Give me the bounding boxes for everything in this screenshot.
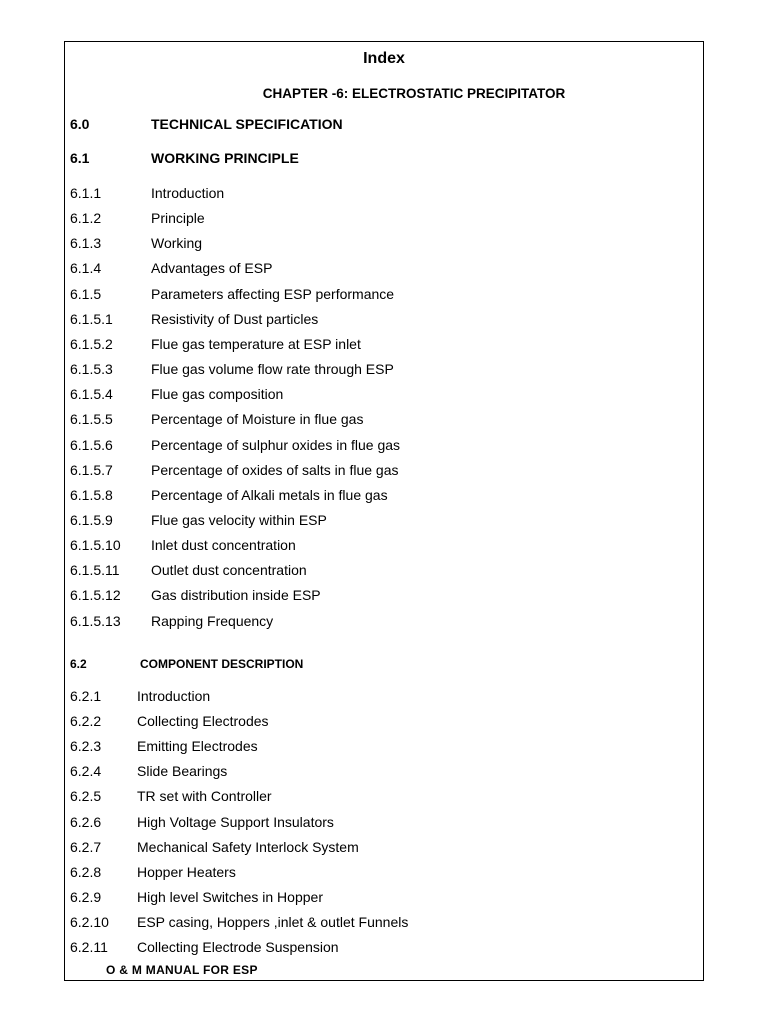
toc-entry-title: Introduction bbox=[137, 688, 211, 704]
toc-entry-title: Slide Bearings bbox=[137, 763, 228, 780]
section-title: WORKING PRINCIPLE bbox=[151, 150, 299, 166]
toc-entry-number: 6.2.6 bbox=[70, 813, 102, 830]
section-number: 6.0 bbox=[70, 116, 90, 132]
toc-entry-title: Parameters affecting ESP performance bbox=[151, 285, 395, 302]
chapter-heading: CHAPTER -6: ELECTROSTATIC PRECIPITATOR bbox=[262, 86, 566, 101]
toc-entry-number: 6.1.5 bbox=[70, 285, 102, 302]
toc-entry-number: 6.1.5.10 bbox=[70, 537, 121, 554]
toc-entry-number: 6.1.5.13 bbox=[70, 612, 121, 629]
toc-entry-number: 6.1.5.6 bbox=[70, 436, 113, 453]
toc-entry-number: 6.2.3 bbox=[70, 738, 102, 755]
section-title: COMPONENT DESCRIPTION bbox=[140, 657, 304, 671]
toc-entry-number: 6.2.8 bbox=[70, 863, 102, 880]
toc-entry-title: Hopper Heaters bbox=[137, 863, 236, 880]
toc-entry-number: 6.1.1 bbox=[70, 185, 102, 201]
toc-entry-title: Advantages of ESP bbox=[151, 260, 273, 277]
toc-entry-number: 6.2.11 bbox=[70, 939, 108, 955]
toc-entry-number: 6.1.5.1 bbox=[70, 310, 113, 327]
toc-entry-title: Flue gas composition bbox=[151, 386, 284, 403]
toc-entry-title: Flue gas volume flow rate through ESP bbox=[151, 361, 394, 378]
toc-entry-number: 6.2.9 bbox=[70, 888, 102, 905]
toc-entry-title: Introduction bbox=[151, 185, 225, 201]
toc-entry-title: TR set with Controller bbox=[137, 788, 272, 805]
toc-entry-number: 6.1.5.7 bbox=[70, 461, 113, 478]
toc-entry-number: 6.1.4 bbox=[70, 260, 102, 277]
section-number: 6.2 bbox=[70, 657, 87, 671]
toc-entry-number: 6.1.2 bbox=[70, 210, 102, 227]
toc-entry-title: Percentage of oxides of salts in flue gas bbox=[151, 461, 399, 478]
toc-entry-number: 6.2.4 bbox=[70, 763, 102, 780]
toc-entry-number: 6.1.3 bbox=[70, 235, 102, 252]
toc-entry-number: 6.2.5 bbox=[70, 788, 102, 805]
toc-entry-number: 6.1.5.3 bbox=[70, 361, 113, 378]
toc-entry-title: Emitting Electrodes bbox=[137, 738, 258, 755]
toc-entry-number: 6.2.2 bbox=[70, 713, 102, 730]
toc-entry-title: Flue gas temperature at ESP inlet bbox=[151, 335, 361, 352]
toc-entry-title: Percentage of Alkali metals in flue gas bbox=[151, 486, 388, 503]
toc-entry-number: 6.1.5.4 bbox=[70, 386, 113, 403]
toc-entry-title: Gas distribution inside ESP bbox=[151, 587, 321, 604]
toc-entry-number: 6.2.1 bbox=[70, 688, 102, 704]
toc-entry-title: Outlet dust concentration bbox=[151, 562, 307, 579]
footer-text: O & M MANUAL FOR ESP bbox=[106, 963, 258, 977]
toc-entry-title: Collecting Electrode Suspension bbox=[137, 939, 339, 955]
toc-entry-number: 6.2.7 bbox=[70, 838, 102, 855]
toc-entry-title: High level Switches in Hopper bbox=[137, 888, 323, 905]
toc-entry-title: ESP casing, Hoppers ,inlet & outlet Funnels bbox=[137, 913, 409, 930]
toc-entry-number: 6.1.5.5 bbox=[70, 411, 113, 428]
toc-entry-number: 6.1.5.11 bbox=[70, 562, 120, 579]
section-title: TECHNICAL SPECIFICATION bbox=[151, 116, 343, 132]
toc-entry-title: Percentage of sulphur oxides in flue gas bbox=[151, 436, 401, 453]
page-title: Index bbox=[363, 50, 405, 67]
toc-entry-number: 6.1.5.12 bbox=[70, 587, 121, 604]
toc-entry-title: Inlet dust concentration bbox=[151, 537, 296, 554]
toc-entry-number: 6.1.5.2 bbox=[70, 335, 113, 352]
toc-entry-title: Working bbox=[151, 235, 203, 252]
toc-entry-number: 6.2.10 bbox=[70, 913, 109, 930]
toc-entry-title: Percentage of Moisture in flue gas bbox=[151, 411, 364, 428]
toc-entry-title: Rapping Frequency bbox=[151, 612, 274, 629]
toc-entry-number: 6.1.5.8 bbox=[70, 486, 113, 503]
toc-entry-title: High Voltage Support Insulators bbox=[137, 813, 334, 830]
toc-entry-title: Resistivity of Dust particles bbox=[151, 310, 319, 327]
toc-entry-title: Mechanical Safety Interlock System bbox=[137, 838, 359, 855]
toc-entry-number: 6.1.5.9 bbox=[70, 511, 113, 528]
toc-entry-title: Collecting Electrodes bbox=[137, 713, 269, 730]
section-number: 6.1 bbox=[70, 150, 90, 166]
toc-entry-title: Principle bbox=[151, 210, 205, 227]
toc-entry-title: Flue gas velocity within ESP bbox=[151, 511, 327, 528]
